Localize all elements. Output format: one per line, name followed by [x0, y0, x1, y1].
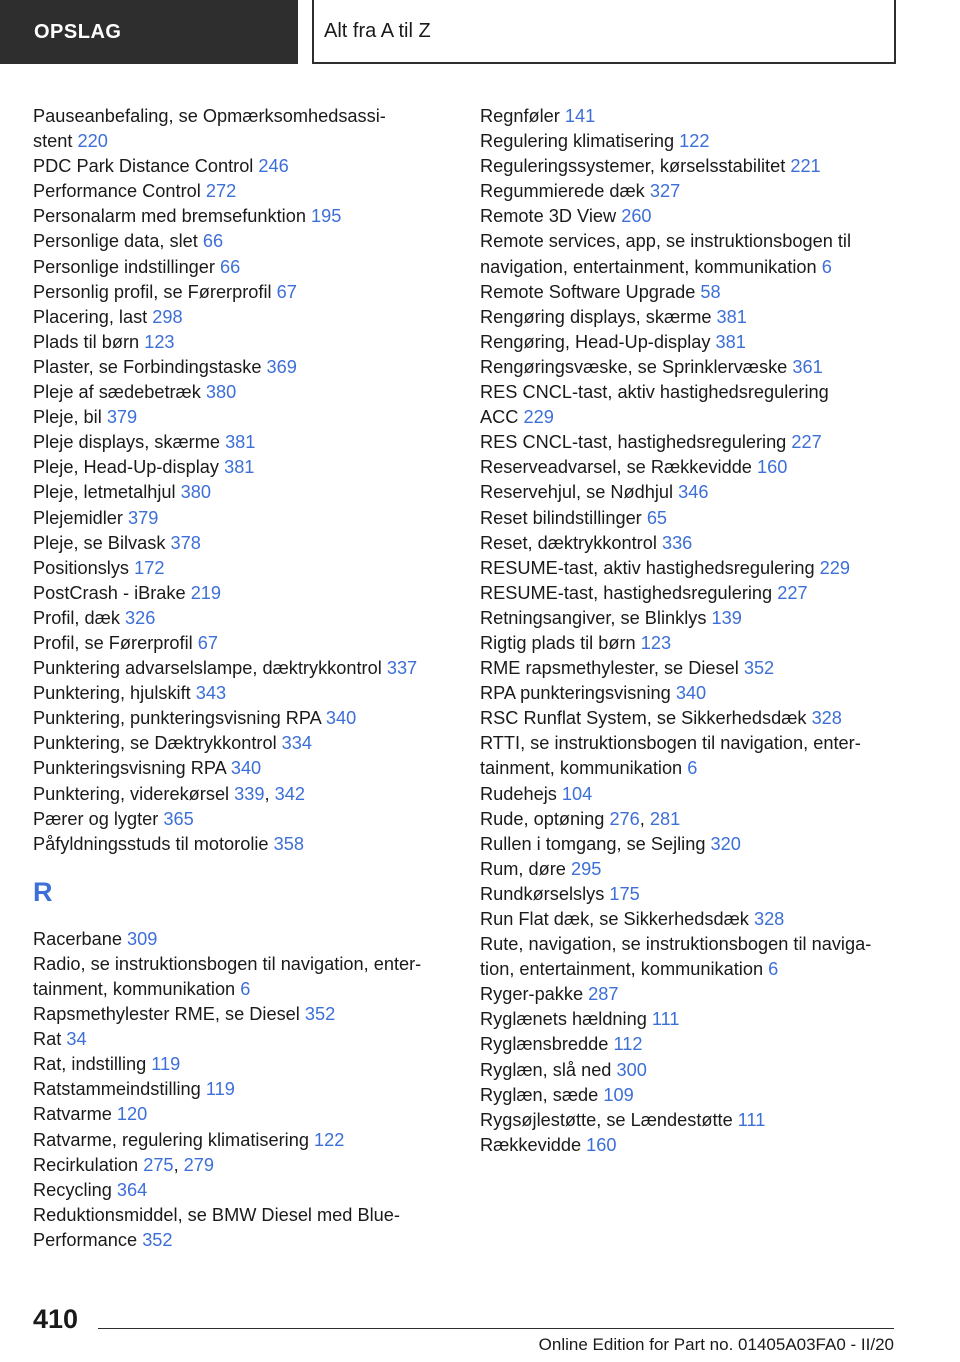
- entry-term: Ryger-pakke: [480, 984, 584, 1005]
- index-entry: [33, 656, 443, 681]
- index-entry: Recirkulation 275, 279: [33, 1154, 215, 1175]
- entry-term-part: tainment, kommunikation: [480, 758, 683, 779]
- index-entry: [480, 531, 900, 556]
- entry-term: Pleje af sædebetræk: [33, 382, 201, 403]
- page-reference-link[interactable]: 229: [523, 407, 554, 428]
- page-reference-link[interactable]: 160: [586, 1134, 617, 1155]
- page-reference-link[interactable]: 334: [281, 733, 313, 754]
- index-entry: [480, 1007, 900, 1032]
- index-entry: [480, 1108, 900, 1133]
- entry-term: Rat: [33, 1029, 62, 1050]
- entry-term: Racerbane: [33, 928, 122, 949]
- entry-term: RTTI, se instruktionsbogen til navigation, enter-: [480, 733, 861, 754]
- index-entry: [480, 706, 900, 731]
- page-reference-link[interactable]: 295: [570, 858, 602, 879]
- index-entry: [480, 129, 900, 154]
- index-column-right: [480, 104, 900, 1158]
- page-reference-link[interactable]: 195: [311, 206, 342, 227]
- page-reference-link[interactable]: 227: [777, 582, 808, 603]
- page-reference-link[interactable]: 300: [616, 1059, 647, 1080]
- page-number: 410: [33, 1304, 79, 1334]
- entry-term: Remote 3D View: [480, 206, 617, 227]
- page-reference-link[interactable]: 328: [811, 708, 842, 729]
- page-reference-link[interactable]: 337: [386, 658, 418, 679]
- index-entry: [480, 380, 900, 430]
- entry-term: Punktering, se Dæktrykkontrol: [33, 733, 277, 754]
- index-entry: [33, 681, 443, 706]
- page-reference-link[interactable]: 6: [821, 256, 832, 277]
- index-entry: [480, 606, 900, 631]
- entry-term: Plejemidler: [33, 507, 123, 528]
- entry-term-part: stent: [33, 131, 73, 152]
- index-list-r-right: [480, 104, 900, 1158]
- entry-term: Personlige data, slet: [33, 231, 198, 252]
- index-entry: [33, 480, 443, 505]
- page-reference-link[interactable]: 246: [258, 156, 289, 177]
- entry-term: Reset bilindstillinger: [480, 507, 642, 528]
- index-entry: [33, 807, 443, 832]
- entry-term: Ratstammeindstilling: [33, 1079, 201, 1100]
- index-entry: [33, 631, 443, 656]
- index-entry: [480, 154, 900, 179]
- entry-term: Rum, døre: [480, 858, 566, 879]
- entry-term: Personalarm med bremsefunktion: [33, 206, 306, 227]
- page-reference-link[interactable]: 327: [649, 181, 681, 202]
- index-entry: [480, 932, 900, 982]
- page-reference-link[interactable]: 326: [125, 607, 156, 628]
- index-entry: [33, 1102, 443, 1127]
- entry-term-continued: [480, 756, 900, 781]
- index-letter-heading: R: [33, 876, 53, 907]
- entry-term: Rygsøjlestøtte, se Lændestøtte: [480, 1109, 733, 1130]
- entry-term: Run Flat dæk, se Sikkerhedsdæk: [480, 909, 749, 929]
- index-entry: [33, 1077, 443, 1102]
- entry-term: Rude, optøning: [480, 808, 605, 829]
- page-reference-link[interactable]: 219: [190, 582, 222, 603]
- entry-term: RSC Runflat System, se Sikkerhedsdæk: [480, 708, 807, 729]
- entry-term-continued: [480, 255, 900, 280]
- index-entry: [480, 631, 900, 656]
- index-entry: [33, 952, 443, 1002]
- index-entry: [33, 355, 443, 380]
- index-entry: [480, 305, 900, 330]
- page-reference-link[interactable]: 279: [183, 1154, 215, 1175]
- index-entry: [33, 405, 443, 430]
- entry-term-continued: [480, 957, 900, 982]
- page-reference-link[interactable]: 160: [757, 457, 788, 478]
- page-reference-link[interactable]: 352: [304, 1004, 336, 1025]
- entry-term: Rengøring displays, skærme: [480, 306, 712, 327]
- page-reference-link[interactable]: 175: [609, 883, 640, 904]
- entry-term: Recirkulation: [33, 1154, 139, 1175]
- entry-term: Plaster, se Forbindingstaske: [33, 356, 262, 377]
- index-entry: [33, 832, 443, 857]
- entry-term: Pleje, bil: [33, 407, 102, 428]
- index-entry: [33, 1027, 443, 1052]
- entry-term-continued: [480, 405, 900, 430]
- page-reference-link[interactable]: 123: [144, 331, 175, 352]
- page-reference-link[interactable]: 66: [220, 256, 241, 277]
- page-reference-link[interactable]: 320: [710, 833, 741, 854]
- entry-term: Remote services, app, se instruktionsbogen til: [480, 231, 852, 252]
- page-reference-link[interactable]: 381: [716, 306, 747, 327]
- index-entry: [480, 480, 900, 505]
- index-entry: [480, 430, 900, 455]
- page-reference-link[interactable]: 352: [743, 658, 775, 679]
- index-entry: [33, 154, 443, 179]
- index-entry: Punktering, viderekørsel 339, 342: [33, 783, 305, 804]
- page-reference-link[interactable]: 67: [197, 632, 218, 653]
- page-reference-link[interactable]: 352: [142, 1229, 173, 1250]
- entry-term-continued: [33, 977, 443, 1002]
- page-reference-link[interactable]: 275: [143, 1154, 174, 1175]
- page-reference-link[interactable]: 122: [314, 1129, 345, 1150]
- entry-term: Rapsmethylester RME, se Diesel: [33, 1004, 300, 1025]
- index-entry: [480, 982, 900, 1007]
- page-reference-link[interactable]: 340: [325, 708, 357, 729]
- index-entry: [480, 204, 900, 229]
- page-reference-link[interactable]: 369: [266, 356, 297, 377]
- index-entry: [480, 782, 900, 807]
- entry-term: Performance Control: [33, 181, 201, 202]
- entry-term: Pleje, Head-Up-display: [33, 457, 220, 478]
- page-reference-link[interactable]: 343: [195, 683, 227, 704]
- entry-term: Pleje displays, skærme: [33, 432, 220, 453]
- index-entry: [33, 756, 443, 781]
- index-entry: [33, 204, 443, 229]
- entry-term: Rækkevidde: [480, 1134, 582, 1155]
- entry-term: Ratvarme: [33, 1104, 112, 1125]
- entry-term: Profil, dæk: [33, 607, 120, 628]
- page-reference-link[interactable]: 6: [687, 758, 698, 779]
- page-reference-link[interactable]: 123: [640, 632, 672, 653]
- index-entry: [480, 882, 900, 907]
- index-entry: [33, 556, 443, 581]
- page-reference-link[interactable]: 381: [224, 457, 255, 478]
- index-entry: [33, 1203, 443, 1253]
- index-entry: [33, 104, 443, 154]
- entry-term: PostCrash - iBrake: [33, 582, 186, 603]
- index-entry: [33, 531, 443, 556]
- entry-term: Pleje, letmetalhjul: [33, 482, 176, 503]
- entry-term: Personlig profil, se Førerprofil: [33, 281, 272, 302]
- index-entry: [480, 731, 900, 781]
- entry-term-continued: [33, 129, 443, 154]
- page-reference-link[interactable]: 220: [77, 131, 108, 152]
- page-reference-link[interactable]: 379: [128, 507, 159, 528]
- index-entry: [480, 907, 900, 932]
- page-reference-link[interactable]: 119: [151, 1054, 181, 1075]
- page-reference-link[interactable]: 172: [134, 557, 165, 578]
- footer-divider: [98, 1328, 894, 1329]
- index-entry: [33, 255, 443, 280]
- page-reference-link[interactable]: 309: [127, 928, 158, 949]
- page-reference-link[interactable]: 34: [66, 1029, 87, 1050]
- entry-term: Placering, last: [33, 306, 148, 327]
- entry-term: Radio, se instruktionsbogen til navigation, enter-: [33, 953, 422, 974]
- index-entry: [480, 104, 900, 129]
- entry-term: Reset, dæktrykkontrol: [480, 532, 657, 553]
- edition-note: Online Edition for Part no. 01405A03FA0 - II/20: [538, 1335, 894, 1354]
- page-reference-link[interactable]: 346: [678, 482, 709, 503]
- index-entry: [480, 556, 900, 581]
- page-reference-link[interactable]: 221: [790, 156, 821, 177]
- index-entry: [33, 229, 443, 254]
- entry-term: RESUME-tast, aktiv hastighedsregulering: [480, 557, 815, 578]
- index-entry: [33, 330, 443, 355]
- index-entry: [480, 179, 900, 204]
- entry-term: Pleje, se Bilvask: [33, 532, 166, 553]
- entry-term: Punktering, punkteringsvisning RPA: [33, 708, 321, 729]
- page-reference-link[interactable]: 378: [170, 532, 201, 553]
- entry-term: Regummierede dæk: [480, 181, 645, 202]
- index-entry: [33, 179, 443, 204]
- entry-term-part: navigation, entertainment, kommunikation: [480, 256, 817, 277]
- entry-term: PDC Park Distance Control: [33, 156, 254, 177]
- page-reference-link[interactable]: 364: [116, 1179, 148, 1200]
- page-reference-link[interactable]: 139: [711, 607, 742, 628]
- page-reference-link[interactable]: 298: [152, 306, 183, 327]
- page-reference-link[interactable]: 381: [715, 331, 746, 352]
- entry-term: Ryglænsbredde: [480, 1034, 609, 1055]
- entry-term: Punkteringsvisning RPA: [33, 758, 226, 779]
- entry-term: Retningsangiver, se Blinklys: [480, 607, 707, 628]
- page-reference-link[interactable]: 104: [561, 783, 593, 804]
- entry-term: Regnføler: [480, 106, 560, 126]
- entry-term: Punktering, viderekørsel: [33, 783, 230, 804]
- page-reference-link[interactable]: 6: [768, 959, 779, 980]
- page-reference-link[interactable]: 340: [230, 758, 262, 779]
- entry-term: Profil, se Førerprofil: [33, 632, 193, 653]
- page-reference-link[interactable]: 276: [609, 808, 640, 829]
- page-reference-link[interactable]: 339: [234, 783, 265, 804]
- section-tab: OPSLAG: [0, 0, 298, 64]
- entry-term: Ratvarme, regulering klimatisering: [33, 1129, 309, 1150]
- index-entry: [480, 1032, 900, 1057]
- index-list-r-left: [33, 927, 443, 1253]
- index-entry: [480, 455, 900, 480]
- index-entry: [33, 506, 443, 531]
- entry-term: Pauseanbefaling, se Opmærksomhedsassi-: [33, 106, 386, 126]
- page-reference-link[interactable]: 65: [646, 507, 668, 528]
- index-entry: [33, 1052, 443, 1077]
- index-entry: [480, 1058, 900, 1083]
- index-entry: [480, 581, 900, 606]
- page-reference-link[interactable]: 112: [613, 1034, 643, 1055]
- entry-term-part: ACC: [480, 407, 519, 428]
- index-entry: [480, 280, 900, 305]
- entry-term: Ryglænets hældning: [480, 1009, 647, 1030]
- entry-term: Plads til børn: [33, 331, 140, 352]
- index-entry: Rude, optøning 276, 281: [480, 808, 681, 829]
- index-entry: [480, 355, 900, 380]
- entry-term: Positionslys: [33, 557, 130, 578]
- entry-term: Reguleringssystemer, kørselsstabilitet: [480, 156, 786, 177]
- entry-term-part: Performance: [33, 1229, 138, 1250]
- index-entry: [33, 731, 443, 756]
- entry-term: Recycling: [33, 1179, 112, 1200]
- page-reference-link[interactable]: 120: [116, 1104, 148, 1125]
- entry-term: Ryglæn, sæde: [480, 1084, 599, 1105]
- entry-term: Reservehjul, se Nødhjul: [480, 482, 674, 503]
- entry-term: Punktering advarselslampe, dæktrykkontrol: [33, 658, 382, 679]
- index-entry: [33, 430, 443, 455]
- entry-term: RME rapsmethylester, se Diesel: [480, 658, 739, 679]
- entry-term: Påfyldningsstuds til motorolie: [33, 833, 269, 854]
- page-reference-link[interactable]: 6: [240, 979, 251, 999]
- index-entry: [480, 1083, 900, 1108]
- entry-term: Regulering klimatisering: [480, 131, 675, 152]
- index-list-p: [33, 104, 443, 857]
- page-header: [0, 0, 960, 66]
- page-reference-link[interactable]: 361: [792, 356, 823, 377]
- index-entry: [480, 681, 900, 706]
- index-entry: [33, 1178, 443, 1203]
- entry-term-continued: [33, 1228, 443, 1253]
- entry-term: Remote Software Upgrade: [480, 281, 696, 302]
- page-reference-link[interactable]: 287: [588, 984, 619, 1005]
- index-entry: [33, 305, 443, 330]
- page-reference-link[interactable]: 365: [163, 808, 194, 829]
- index-entry: [33, 380, 443, 405]
- page-reference-link[interactable]: 111: [651, 1009, 680, 1030]
- index-entry: [480, 330, 900, 355]
- page-reference-link[interactable]: 141: [564, 106, 596, 126]
- index-entry: [480, 506, 900, 531]
- section-title: Alt fra A til Z: [312, 0, 896, 64]
- page-footer: [0, 1290, 960, 1362]
- page-reference-link[interactable]: 342: [274, 783, 305, 804]
- entry-term: Rengøring, Head-Up-display: [480, 331, 711, 352]
- page-reference-link[interactable]: 358: [273, 833, 304, 854]
- page-reference-link[interactable]: 109: [603, 1084, 634, 1105]
- page-reference-link[interactable]: 67: [276, 281, 297, 302]
- entry-term-part: tainment, kommunikation: [33, 979, 236, 999]
- index-entry: [33, 581, 443, 606]
- index-entry: [33, 606, 443, 631]
- page-reference-link[interactable]: 66: [202, 231, 224, 252]
- page-reference-link[interactable]: 272: [205, 181, 237, 202]
- entry-term: Punktering, hjulskift: [33, 683, 191, 704]
- entry-term: Rat, indstilling: [33, 1054, 147, 1075]
- entry-term: Rengøringsvæske, se Sprinklervæske: [480, 356, 788, 377]
- entry-term: Rigtig plads til børn: [480, 632, 636, 653]
- page-reference-link[interactable]: 122: [679, 131, 710, 152]
- index-entry: [480, 656, 900, 681]
- index-entry: [480, 857, 900, 882]
- index-entry: [480, 229, 900, 279]
- index-entry: [33, 280, 443, 305]
- entry-term: RES CNCL-tast, aktiv hastighedsregulering: [480, 382, 829, 403]
- page-reference-link[interactable]: 119: [205, 1079, 235, 1100]
- entry-term: RES CNCL-tast, hastighedsregulering: [480, 432, 787, 453]
- page-reference-link[interactable]: 227: [791, 432, 822, 453]
- entry-term-part: tion, entertainment, kommunikation: [480, 959, 764, 980]
- index-entry: [480, 832, 900, 857]
- entry-term: Reserveadvarsel, se Rækkevidde: [480, 457, 752, 478]
- page-reference-link[interactable]: 229: [819, 557, 851, 578]
- page-reference-link[interactable]: 260: [621, 206, 652, 227]
- index-entry: [33, 1002, 443, 1027]
- entry-term: Rullen i tomgang, se Sejling: [480, 833, 706, 854]
- entry-term: Reduktionsmiddel, se BMW Diesel med Blue-: [33, 1204, 400, 1225]
- index-entry: [33, 1128, 443, 1153]
- page-reference-link[interactable]: 58: [700, 281, 721, 302]
- page-reference-link[interactable]: 111: [737, 1109, 766, 1130]
- page-reference-link[interactable]: 340: [675, 683, 707, 704]
- index-column-left: [33, 104, 443, 1253]
- page-reference-link[interactable]: 380: [180, 482, 211, 503]
- page-reference-link[interactable]: 336: [661, 532, 693, 553]
- index-entry: [33, 927, 443, 952]
- entry-term: RPA punkteringsvisning: [480, 683, 671, 704]
- entry-term: Personlige indstillinger: [33, 256, 215, 277]
- entry-term: Rundkørselslys: [480, 883, 605, 904]
- page-reference-link[interactable]: 381: [225, 432, 256, 453]
- page-reference-link[interactable]: 281: [649, 808, 681, 829]
- index-entry: [33, 706, 443, 731]
- page-reference-link[interactable]: 380: [205, 382, 237, 403]
- entry-term: Rudehejs: [480, 783, 557, 804]
- index-entry: [480, 1133, 900, 1158]
- page-reference-link[interactable]: 379: [106, 407, 138, 428]
- entry-term: Rute, navigation, se instruktionsbogen til naviga-: [480, 934, 872, 955]
- page-reference-link[interactable]: 328: [753, 909, 785, 929]
- index-entry: [33, 455, 443, 480]
- entry-term: RESUME-tast, hastighedsregulering: [480, 582, 773, 603]
- entry-term: Ryglæn, slå ned: [480, 1059, 612, 1080]
- entry-term: Pærer og lygter: [33, 808, 159, 829]
